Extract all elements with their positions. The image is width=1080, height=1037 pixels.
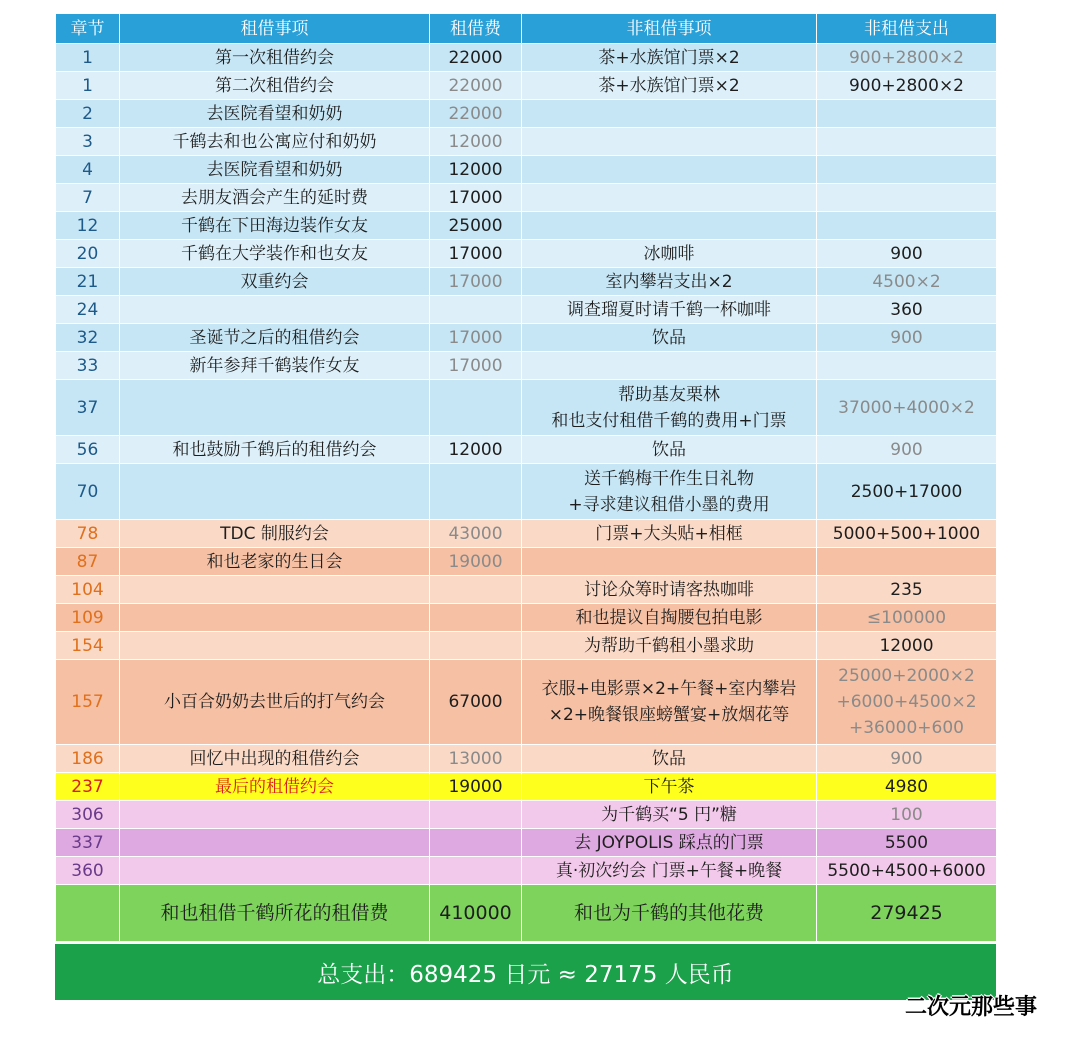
nonrental-item-line: ×2+晚餐银座螃蟹宴+放烟花等: [548, 705, 790, 725]
nonrental-cost-cell: 360: [817, 296, 997, 324]
nonrental-cost-cell: 12000: [817, 632, 997, 660]
summary-row: [56, 885, 997, 942]
chapter-cell: 70: [56, 464, 120, 520]
summary-rental-total: 410000: [430, 885, 522, 942]
rental-fee-cell: [430, 632, 522, 660]
rental-item-cell: 圣诞节之后的租借约会: [120, 324, 430, 352]
watermark-text: 二次元那些事: [905, 995, 1038, 1020]
rental-item-cell: [120, 464, 430, 520]
table-row: [56, 268, 997, 296]
nonrental-item-cell: [522, 128, 817, 156]
table-row: [56, 156, 997, 184]
chapter-cell: 157: [56, 660, 120, 745]
rental-item-cell: [120, 857, 430, 885]
nonrental-cost-cell: 2500+17000: [817, 464, 997, 520]
rental-item-cell: 第二次租借约会: [120, 72, 430, 100]
nonrental-cost-cell: 5500+4500+6000: [817, 857, 997, 885]
table-row: [56, 436, 997, 464]
rental-fee-cell: 19000: [430, 548, 522, 576]
table-row: [56, 184, 997, 212]
rental-fee-cell: 17000: [430, 352, 522, 380]
table-row: [56, 296, 997, 324]
rental-item-cell: 和也鼓励千鹤后的租借约会: [120, 436, 430, 464]
nonrental-item-cell: [522, 352, 817, 380]
grand-total-banner: 总支出：689425 日元 ≈ 27175 人民币: [55, 942, 996, 1000]
rental-item-cell: 新年参拜千鹤装作女友: [120, 352, 430, 380]
rental-fee-cell: [430, 829, 522, 857]
table-row: [56, 128, 997, 156]
nonrental-cost-line: +36000+600: [848, 718, 964, 738]
table-row: [56, 100, 997, 128]
nonrental-item-cell: [522, 660, 817, 745]
header-nonrental-cost: 非租借支出: [817, 14, 997, 44]
nonrental-item-cell: 去 JOYPOLIS 踩点的门票: [522, 829, 817, 857]
rental-item-cell: TDC 制服约会: [120, 520, 430, 548]
summary-nonrental-label: 和也为千鹤的其他花费: [522, 885, 817, 942]
nonrental-item-cell: 为千鹤买“5 円”糖: [522, 801, 817, 829]
rental-item-cell: 千鹤在下田海边装作女友: [120, 212, 430, 240]
table-row: [56, 773, 997, 801]
nonrental-cost-cell: 900: [817, 240, 997, 268]
chapter-cell: 20: [56, 240, 120, 268]
nonrental-cost-cell: 37000+4000×2: [817, 380, 997, 436]
table-row: [56, 212, 997, 240]
rental-item-cell: [120, 576, 430, 604]
header-nonrental-item: 非租借事项: [522, 14, 817, 44]
chapter-cell: 32: [56, 324, 120, 352]
table-row: [56, 240, 997, 268]
rental-fee-cell: 22000: [430, 44, 522, 72]
chapter-cell: 33: [56, 352, 120, 380]
nonrental-cost-cell: [817, 128, 997, 156]
rental-fee-cell: 13000: [430, 745, 522, 773]
nonrental-cost-cell: 900+2800×2: [817, 44, 997, 72]
chapter-cell: 337: [56, 829, 120, 857]
header-chapter: 章节: [56, 14, 120, 44]
rental-fee-cell: 22000: [430, 100, 522, 128]
chapter-cell: 237: [56, 773, 120, 801]
nonrental-item-cell: 饮品: [522, 324, 817, 352]
rental-fee-cell: 22000: [430, 72, 522, 100]
rental-item-cell: [120, 801, 430, 829]
nonrental-item-line: 帮助基友栗林: [618, 384, 720, 405]
rental-item-cell: 最后的租借约会: [120, 773, 430, 801]
rental-item-cell: 双重约会: [120, 268, 430, 296]
table-row: [56, 324, 997, 352]
table-row: [56, 380, 997, 436]
rental-fee-cell: [430, 380, 522, 436]
rental-item-cell: [120, 296, 430, 324]
table-row: [56, 745, 997, 773]
chapter-cell: 360: [56, 857, 120, 885]
nonrental-cost-cell: [817, 212, 997, 240]
rental-fee-cell: 17000: [430, 184, 522, 212]
rental-item-cell: [120, 829, 430, 857]
rental-item-cell: 去医院看望和奶奶: [120, 156, 430, 184]
rental-item-cell: 去朋友酒会产生的延时费: [120, 184, 430, 212]
rental-fee-cell: 17000: [430, 240, 522, 268]
rental-fee-cell: 12000: [430, 156, 522, 184]
nonrental-item-line: +寻求建议租借小墨的费用: [568, 494, 770, 515]
rental-fee-cell: [430, 801, 522, 829]
nonrental-item-cell: 和也提议自掏腰包拍电影: [522, 604, 817, 632]
chapter-cell: 12: [56, 212, 120, 240]
rental-item-cell: [120, 380, 430, 436]
rental-item-cell: [120, 632, 430, 660]
table-row: [56, 44, 997, 72]
table-row: [56, 660, 997, 745]
nonrental-cost-cell: 100: [817, 801, 997, 829]
nonrental-item-cell: 饮品: [522, 745, 817, 773]
chapter-cell: 87: [56, 548, 120, 576]
table-row: [56, 604, 997, 632]
chapter-cell: 154: [56, 632, 120, 660]
chapter-cell: 306: [56, 801, 120, 829]
chapter-cell: 7: [56, 184, 120, 212]
rental-item-cell: 回忆中出现的租借约会: [120, 745, 430, 773]
rental-fee-cell: [430, 604, 522, 632]
nonrental-item-cell: 真·初次约会 门票+午餐+晚餐: [522, 857, 817, 885]
nonrental-cost-cell: [817, 156, 997, 184]
nonrental-cost-cell: [817, 352, 997, 380]
summary-nonrental-total: 279425: [817, 885, 997, 942]
rental-fee-cell: [430, 857, 522, 885]
rental-fee-cell: 17000: [430, 268, 522, 296]
chapter-cell: 104: [56, 576, 120, 604]
nonrental-cost-cell: ≤100000: [817, 604, 997, 632]
nonrental-item-cell: [522, 548, 817, 576]
rental-item-cell: 和也老家的生日会: [120, 548, 430, 576]
rental-fee-cell: 12000: [430, 128, 522, 156]
nonrental-cost-cell: 900: [817, 745, 997, 773]
rental-fee-cell: 43000: [430, 520, 522, 548]
table-row: [56, 520, 997, 548]
rental-fee-cell: 25000: [430, 212, 522, 240]
nonrental-cost-cell: 4980: [817, 773, 997, 801]
chapter-cell: 2: [56, 100, 120, 128]
rental-fee-cell: 19000: [430, 773, 522, 801]
nonrental-item-cell: [522, 464, 817, 520]
chapter-cell: 4: [56, 156, 120, 184]
table-row: [56, 576, 997, 604]
table-header-row: [56, 14, 997, 44]
table-row: [56, 632, 997, 660]
nonrental-item-cell: 茶+水族馆门票×2: [522, 72, 817, 100]
rental-item-cell: [120, 604, 430, 632]
nonrental-cost-cell: [817, 100, 997, 128]
header-rental-item: 租借事项: [120, 14, 430, 44]
nonrental-cost-cell: 900: [817, 324, 997, 352]
chapter-cell: 186: [56, 745, 120, 773]
rental-item-cell: 千鹤去和也公寓应付和奶奶: [120, 128, 430, 156]
rental-fee-cell: [430, 464, 522, 520]
rental-item-cell: 千鹤在大学装作和也女友: [120, 240, 430, 268]
rental-fee-cell: 12000: [430, 436, 522, 464]
header-rental-fee: 租借费: [430, 14, 522, 44]
nonrental-cost-line: 25000+2000×2: [838, 666, 975, 686]
nonrental-item-cell: 为帮助千鹤租小墨求助: [522, 632, 817, 660]
table-row: [56, 801, 997, 829]
nonrental-item-cell: [522, 380, 817, 436]
chapter-cell: 24: [56, 296, 120, 324]
nonrental-item-cell: 讨论众筹时请客热咖啡: [522, 576, 817, 604]
nonrental-item-cell: 调查瑠夏时请千鹤一杯咖啡: [522, 296, 817, 324]
summary-chapter-cell: [56, 885, 120, 942]
rental-fee-cell: 67000: [430, 660, 522, 745]
rental-item-cell: 第一次租借约会: [120, 44, 430, 72]
chapter-cell: 1: [56, 72, 120, 100]
table-row: [56, 72, 997, 100]
nonrental-cost-cell: 900+2800×2: [817, 72, 997, 100]
table-row: [56, 464, 997, 520]
nonrental-item-cell: [522, 156, 817, 184]
expense-table-sheet: [55, 13, 996, 1000]
nonrental-item-line: 送千鹤梅干作生日礼物: [584, 468, 754, 489]
nonrental-item-cell: 饮品: [522, 436, 817, 464]
nonrental-item-cell: 室内攀岩支出×2: [522, 268, 817, 296]
table-row: [56, 352, 997, 380]
nonrental-item-cell: [522, 100, 817, 128]
nonrental-item-cell: [522, 184, 817, 212]
nonrental-item-cell: [522, 212, 817, 240]
nonrental-item-cell: 下午茶: [522, 773, 817, 801]
chapter-cell: 56: [56, 436, 120, 464]
chapter-cell: 37: [56, 380, 120, 436]
rental-item-cell: 小百合奶奶去世后的打气约会: [120, 660, 430, 745]
nonrental-item-line: 和也支付租借千鹤的费用+门票: [551, 410, 787, 431]
table-row: [56, 829, 997, 857]
chapter-cell: 3: [56, 128, 120, 156]
chapter-cell: 109: [56, 604, 120, 632]
rental-fee-cell: 17000: [430, 324, 522, 352]
nonrental-cost-cell: 5500: [817, 829, 997, 857]
rental-item-cell: 去医院看望和奶奶: [120, 100, 430, 128]
nonrental-cost-cell: 235: [817, 576, 997, 604]
nonrental-item-cell: 冰咖啡: [522, 240, 817, 268]
chapter-cell: 78: [56, 520, 120, 548]
nonrental-cost-cell: [817, 660, 997, 745]
rental-fee-cell: [430, 576, 522, 604]
nonrental-item-cell: 茶+水族馆门票×2: [522, 44, 817, 72]
summary-rental-label: 和也租借千鹤所花的租借费: [120, 885, 430, 942]
nonrental-cost-cell: 5000+500+1000: [817, 520, 997, 548]
chapter-cell: 1: [56, 44, 120, 72]
nonrental-cost-cell: 900: [817, 436, 997, 464]
nonrental-item-line: 衣服+电影票×2+午餐+室内攀岩: [541, 679, 797, 699]
table-row: [56, 857, 997, 885]
nonrental-cost-cell: [817, 548, 997, 576]
nonrental-cost-line: +6000+4500×2: [836, 692, 977, 712]
table-row: [56, 548, 997, 576]
rental-fee-cell: [430, 296, 522, 324]
nonrental-item-cell: 门票+大头贴+相框: [522, 520, 817, 548]
chapter-cell: 21: [56, 268, 120, 296]
nonrental-cost-cell: 4500×2: [817, 268, 997, 296]
nonrental-cost-cell: [817, 184, 997, 212]
expense-table: [55, 13, 997, 942]
